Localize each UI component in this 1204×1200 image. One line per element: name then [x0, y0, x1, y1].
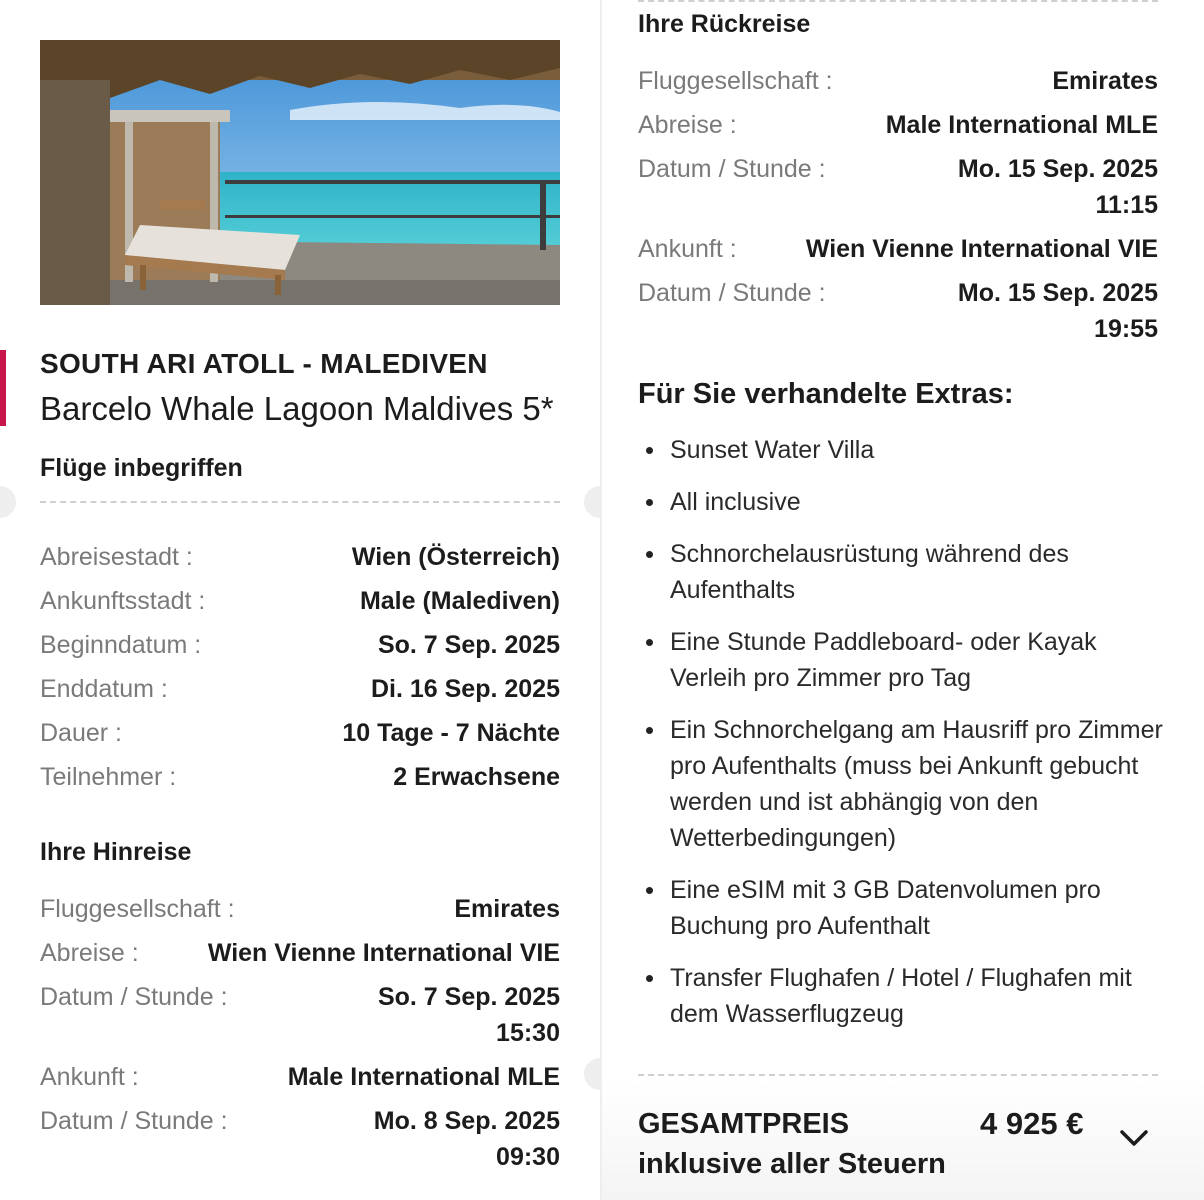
detail-label: Dauer :	[40, 719, 122, 747]
date-value: Mo. 8 Sep. 2025	[373, 1107, 560, 1135]
return-title: Ihre Rückreise	[638, 10, 811, 38]
dashed-divider	[40, 501, 560, 503]
extras-item: Sunset Water Villa	[670, 432, 1170, 468]
trip-summary-card	[0, 0, 600, 1200]
detail-label: Teilnehmer :	[40, 763, 177, 791]
airline-value: Emirates	[1052, 67, 1158, 95]
outbound-arrival-row	[40, 1059, 560, 1095]
detail-value: 2 Erwachsene	[393, 763, 560, 791]
detail-value: Wien (Österreich)	[351, 543, 560, 571]
dashed-divider	[638, 1074, 1158, 1076]
hotel-photo	[40, 40, 560, 305]
extras-item: Transfer Flughafen / Hotel / Flughafen mit dem Wasserflugzeug	[670, 960, 1170, 1032]
detail-row	[40, 715, 560, 751]
detail-label: Ankunftsstadt :	[40, 587, 206, 615]
datetime-value	[958, 151, 1158, 223]
time-value: 09:30	[496, 1143, 560, 1171]
return-airline-row	[638, 63, 1158, 99]
datetime-label: Datum / Stunde :	[638, 155, 826, 183]
datetime-label: Datum / Stunde :	[40, 983, 228, 1011]
airline-value: Emirates	[454, 895, 560, 923]
detail-value: So. 7 Sep. 2025	[377, 631, 560, 659]
detail-label: Enddatum :	[40, 675, 168, 703]
detail-label: Abreisestadt :	[40, 543, 193, 571]
airline-label: Fluggesellschaft :	[638, 67, 833, 95]
detail-value: 10 Tage - 7 Nächte	[342, 719, 560, 747]
date-value: So. 7 Sep. 2025	[377, 983, 560, 1011]
departure-value: Male International MLE	[885, 111, 1158, 139]
flights-included-title: Flüge inbegriffen	[40, 454, 243, 482]
datetime-label: Datum / Stunde :	[638, 279, 826, 307]
arrival-label: Ankunft :	[638, 235, 737, 263]
total-price-value: 4 925 €	[980, 1106, 1084, 1141]
return-departure-row	[638, 107, 1158, 143]
departure-label: Abreise :	[40, 939, 139, 967]
hotel-name: Barcelo Whale Lagoon Maldives 5*	[40, 390, 554, 427]
return-departure-time-row	[638, 151, 1158, 223]
arrival-value: Male International MLE	[287, 1063, 560, 1091]
time-value: 15:30	[496, 1019, 560, 1047]
extras-item: Ein Schnorchelgang am Hausriff pro Zimmer pro Aufenthalts (muss bei Ankunft gebucht werden und ist abhängig von den Wetterbedingungen)	[670, 712, 1170, 856]
time-value: 19:55	[1094, 315, 1158, 343]
chevron-down-icon[interactable]	[1116, 1120, 1152, 1156]
dashed-divider	[638, 0, 1158, 2]
datetime-value	[378, 979, 560, 1051]
outbound-departure-time-row	[40, 979, 560, 1051]
outbound-airline-row	[40, 891, 560, 927]
return-arrival-row	[638, 231, 1158, 267]
extras-list	[670, 432, 1170, 1048]
detail-row	[40, 671, 560, 707]
detail-row	[40, 539, 560, 575]
detail-row	[40, 627, 560, 663]
airline-label: Fluggesellschaft :	[40, 895, 235, 923]
datetime-label: Datum / Stunde :	[40, 1107, 228, 1135]
datetime-value	[958, 275, 1158, 347]
date-value: Mo. 15 Sep. 2025	[957, 155, 1158, 183]
outbound-arrival-time-row	[40, 1103, 560, 1175]
total-price-label: GESAMTPREIS inklusive aller Steuern	[638, 1108, 946, 1180]
extras-title: Für Sie verhandelte Extras:	[638, 378, 1014, 410]
detail-value: Di. 16 Sep. 2025	[370, 675, 560, 703]
accent-bar	[0, 350, 6, 426]
extras-item: Eine eSIM mit 3 GB Datenvolumen pro Buchung pro Aufenthalt	[670, 872, 1170, 944]
outbound-title: Ihre Hinreise	[40, 838, 192, 866]
departure-label: Abreise :	[638, 111, 737, 139]
time-value: 11:15	[1095, 191, 1158, 219]
extras-item: Eine Stunde Paddleboard- oder Kayak Verleih pro Zimmer pro Tag	[670, 624, 1170, 696]
return-arrival-time-row	[638, 275, 1158, 347]
detail-label: Beginndatum :	[40, 631, 202, 659]
arrival-label: Ankunft :	[40, 1063, 139, 1091]
destination-title: SOUTH ARI ATOLL - MALEDIVEN	[40, 348, 488, 379]
detail-value: Male (Malediven)	[359, 587, 560, 615]
extras-item: Schnorchelausrüstung während des Aufenthalts	[670, 536, 1170, 608]
arrival-value: Wien Vienne International VIE	[805, 235, 1158, 263]
detail-row	[40, 583, 560, 619]
detail-row	[40, 759, 560, 795]
departure-value: Wien Vienne International VIE	[207, 939, 560, 967]
extras-item: All inclusive	[670, 484, 1170, 520]
outbound-departure-row	[40, 935, 560, 971]
date-value: Mo. 15 Sep. 2025	[957, 279, 1158, 307]
datetime-value	[374, 1103, 560, 1175]
